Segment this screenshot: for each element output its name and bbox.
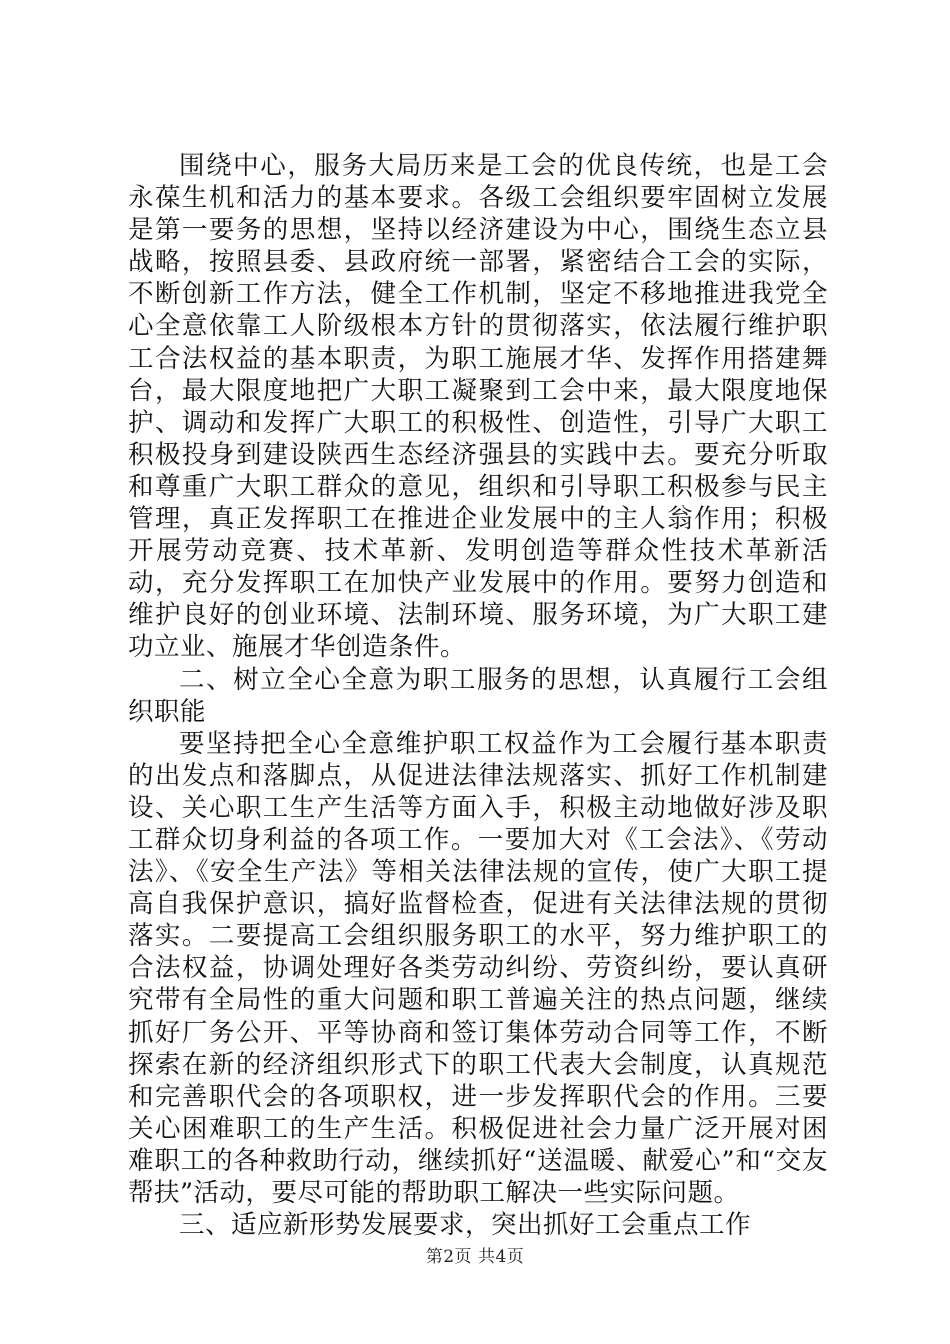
page-number-footer: 第2页 共4页 xyxy=(425,1247,525,1267)
paragraph-section-two: 要坚持把全心全意维护职工权益作为工会履行基本职责的出发点和落脚点，从促进法律法规落实、抓好工作机制建设、关心职工生产生活等方面入手，积极主动地做好涉及职工群众切身利益的各项工作。一要加大对《工会法》、《劳动法》、《安全生产法》等相关法律法规的宣传，使广大职工提高自我保护意识，搞好监督检查，促进有关法律法规的贯彻落实。二要提高工会组织服务职工的水平，努力维护职工的合法权益，协调处理好各类劳动纠纷、劳资纠纷，要认真研究带有全局性的重大问题和职工普遍关注的热点问题，继续抓好厂务公开、平等协商和签订集体劳动合同等工作，不断探索在新的经济组织形式下的职工代表大会制度，认真规范和完善职代会的各项职权，进一步发挥职代会的作用。三要关心困难职工的生产生活。积极促进社会力量广泛开展对困难职工的各种救助行动，继续抓好“送温暖、献爱心”和“交友帮扶”活动，要尽可能的帮助职工解决一些实际问题。 xyxy=(128,728,828,1208)
document-body xyxy=(128,150,828,1241)
paragraph-intro: 围绕中心，服务大局历来是工会的优良传统，也是工会永葆生机和活力的基本要求。各级工会组织要牢固树立发展是第一要务的思想，坚持以经济建设为中心，围绕生态立县战略，按照县委、县政府统一部署，紧密结合工会的实际，不断创新工作方法，健全工作机制，坚定不移地推进我党全心全意依靠工人阶级根本方针的贯彻落实，依法履行维护职工合法权益的基本职责，为职工施展才华、发挥作用搭建舞台，最大限度地把广大职工凝聚到工会中来，最大限度地保护、调动和发挥广大职工的积极性、创造性，引导广大职工积极投身到建设陕西生态经济强县的实践中去。要充分听取和尊重广大职工群众的意见，组织和引导职工积极参与民主管理，真正发挥职工在推进企业发展中的主人翁作用；积极开展劳动竞赛、技术革新、发明创造等群众性技术革新活动，充分发挥职工在加快产业发展中的作用。要努力创造和维护良好的创业环境、法制环境、服务环境，为广大职工建功立业、施展才华创造条件。 xyxy=(128,151,828,663)
section-heading-three: 三、适应新形势发展要求，突出抓好工会重点工作 xyxy=(179,1210,752,1241)
section-heading-two: 二、树立全心全意为职工服务的思想，认真履行工会组织职能 xyxy=(128,664,828,727)
